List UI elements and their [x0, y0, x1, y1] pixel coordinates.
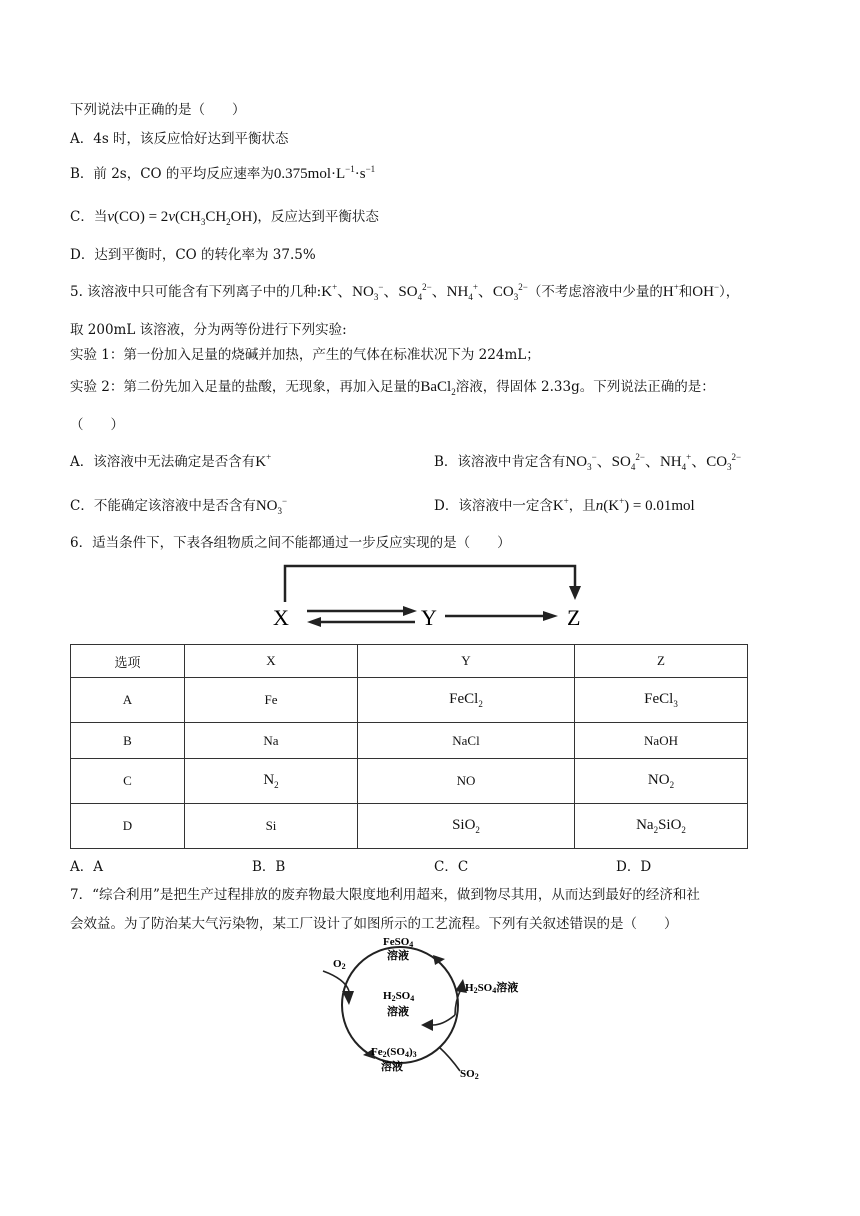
q5-option-a: A．该溶液中无法确定是否含有K+	[70, 452, 272, 470]
row-d-y: SiO$_2$	[358, 804, 575, 849]
row-a-z: FeCl$_3$	[575, 678, 748, 723]
q6-options-table	[70, 644, 748, 849]
table-row	[71, 759, 748, 804]
fe2so43-solution: 溶液	[381, 1061, 403, 1073]
diagram-y-label: Y	[421, 605, 437, 630]
diagram-z-label: Z	[567, 605, 581, 630]
q4-option-c	[70, 205, 379, 227]
row-d-option: D	[71, 804, 185, 849]
row-a-option: A	[71, 678, 185, 723]
feso4-label: FeSO4	[383, 936, 414, 949]
o2-label: O2	[333, 958, 346, 971]
q4-option-c-suffix: ，反应达到平衡状态	[257, 209, 379, 225]
q4-option-b	[70, 162, 375, 183]
row-c-z: $NO_2$	[575, 759, 748, 804]
q6-answer-d: D．D	[616, 859, 652, 875]
q5-option-c: C．不能确定该溶液中是否含有$NO_3^-$	[70, 496, 288, 516]
table-row	[71, 804, 748, 849]
row-a-y: FeCl$_2$	[358, 678, 575, 723]
q7-cycle-diagram	[315, 933, 565, 1083]
header-y: Y	[358, 645, 575, 678]
table-row	[71, 678, 748, 723]
q6-xyz-diagram	[265, 560, 595, 635]
q4-option-b-text: B．前 2s，CO 的平均反应速率为	[70, 166, 274, 182]
h2so4-inner-label: H2SO4	[383, 990, 415, 1003]
q4-option-c-prefix: C．当	[70, 209, 108, 225]
q4-option-c-formula: $v(CO) = 2v(CH_3CH_2OH)$	[107, 209, 258, 227]
q5-option-b: B．该溶液中肯定含有$NO_3^-$、$SO_4^{2-}$、$NH_4^+$、$CO_3^{2-}$	[434, 452, 742, 472]
row-b-option: B	[71, 723, 185, 759]
q7-stem-line1: 7．“综合利用”是把生产过程排放的废弃物最大限度地利用超来，做到物尽其用，从而达到最好的经济和社	[70, 887, 700, 903]
q5-bracket: （ ）	[70, 417, 124, 433]
q6-answer-b: B．B	[252, 859, 286, 875]
so2-label: SO2	[460, 1068, 479, 1081]
q5-experiment-2: 实验 2：第二份先加入足量的盐酸，无现象，再加入足量的BaCl$_2$溶液，得固体 2.33g。下列说法正确的是：	[70, 379, 715, 397]
row-d-z: $Na_2SiO_2$	[575, 804, 748, 849]
header-option: 选项	[71, 645, 185, 678]
row-d-x: Si	[185, 804, 358, 849]
q4-option-d: D．达到平衡时，CO 的转化率为 37.5%	[70, 247, 316, 263]
q6-answer-c: C．C	[434, 859, 469, 875]
feso4-solution-label: 溶液	[387, 950, 409, 962]
table-header-row	[71, 645, 748, 678]
q7-stem-line2: 会效益。为了防治某大气污染物，某工厂设计了如图所示的工艺流程。下列有关叙述错误的是（ ）	[70, 916, 678, 932]
q4-stem: 下列说法中正确的是（ ）	[70, 102, 246, 118]
table-row	[71, 723, 748, 759]
h2so4-inner-solution: 溶液	[387, 1006, 409, 1018]
row-b-x: Na	[185, 723, 358, 759]
q5-option-d: D．该溶液中一定含K+，且n(K+) = 0.01mol	[434, 496, 695, 514]
q5-stem-line1: 5. 该溶液中只可能含有下列离子中的几种:K+、$NO_3^-$、$SO_4^{2-}$、$NH_4^+$、$CO_3^{2-}$（不考虑溶液中少量的H+和OH−），	[70, 282, 740, 302]
q4-option-b-rate: $0.375mol\cdot L^{-1}\cdot s^{-1}$	[273, 164, 376, 182]
row-c-x: $N_2$	[185, 759, 358, 804]
h2so4-outlet-label: H2SO4溶液	[465, 982, 519, 995]
q5-experiment-1: 实验 1：第一份加入足量的烧碱并加热，产生的气体在标准状况下为 224mL；	[70, 347, 540, 363]
q6-stem: 6．适当条件下，下表各组物质之间不能都通过一步反应实现的是（ ）	[70, 535, 511, 551]
fe2so43-label: Fe2(SO4)3	[371, 1046, 417, 1059]
q6-answer-a: A．A	[70, 859, 103, 875]
row-b-z: NaOH	[575, 723, 748, 759]
header-z: Z	[575, 645, 748, 678]
q4-option-a: A．4s 时，该反应恰好达到平衡状态	[70, 131, 289, 147]
row-a-x: Fe	[185, 678, 358, 723]
row-c-y: NO	[358, 759, 575, 804]
q5-stem-line2: 取 200mL 该溶液，分为两等份进行下列实验:	[70, 322, 347, 338]
row-b-y: NaCl	[358, 723, 575, 759]
row-c-option: C	[71, 759, 185, 804]
diagram-x-label: X	[273, 605, 289, 630]
header-x: X	[185, 645, 358, 678]
